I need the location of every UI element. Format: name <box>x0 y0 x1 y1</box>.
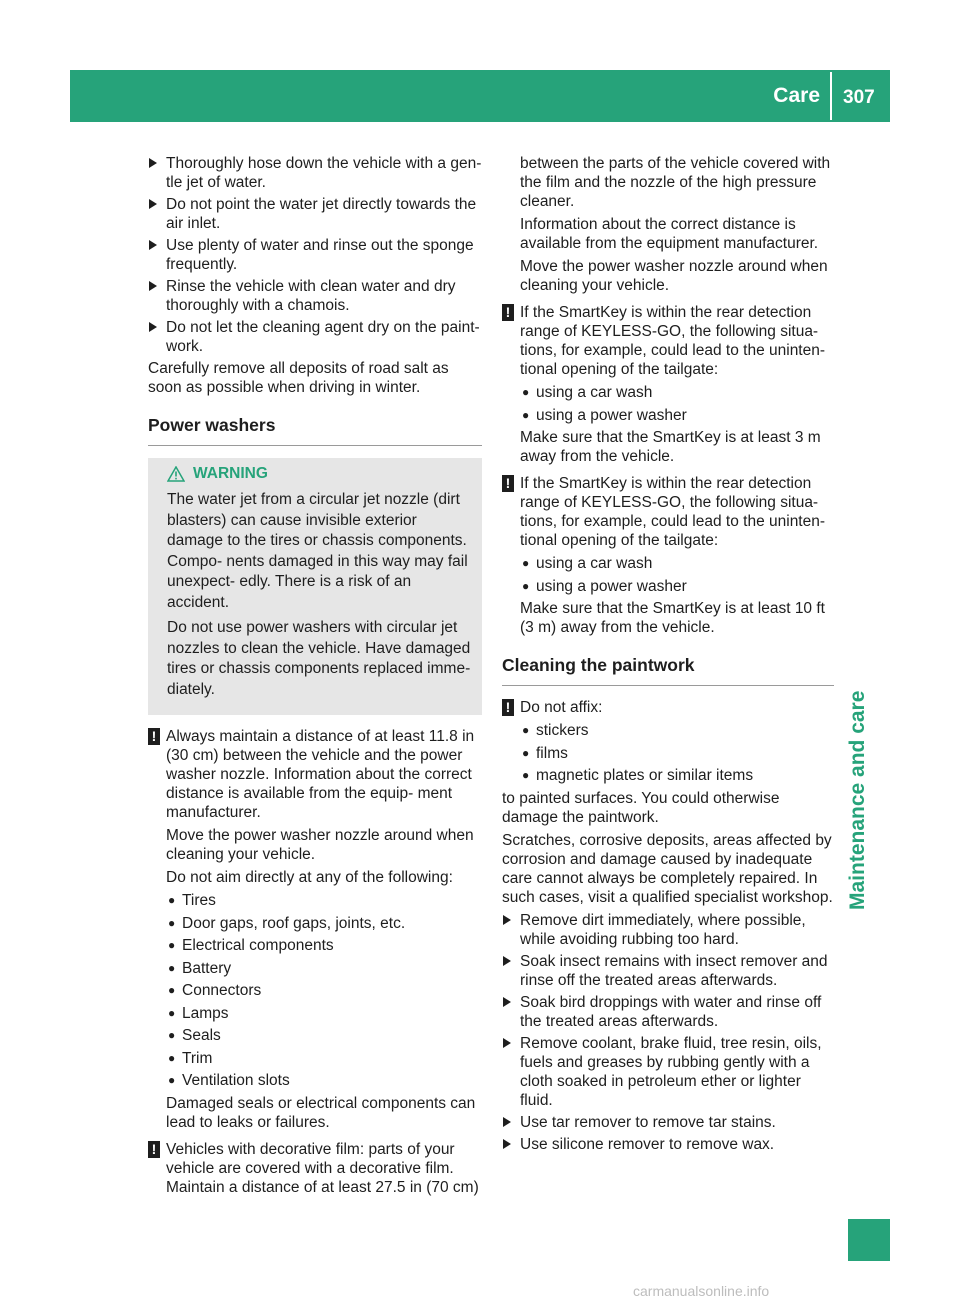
warning-triangle-icon <box>167 466 185 482</box>
chapter-label-text: Maintenance and care <box>846 690 869 910</box>
bullet-icon: ● <box>522 723 530 737</box>
list-item: ● Battery <box>168 959 232 977</box>
bullet-icon: ● <box>168 1005 176 1020</box>
bullet-icon: ● <box>522 556 530 570</box>
arrow-icon <box>149 199 157 209</box>
page-number: 307 <box>843 87 875 108</box>
bullet-icon: ● <box>522 407 530 422</box>
instruction-step: Use silicone remover to remove wax. <box>502 1135 834 1154</box>
left-column <box>148 154 482 1201</box>
list-item: ● Ventilation slots <box>168 1072 290 1089</box>
bullet-icon: ● <box>168 960 176 975</box>
bullet-icon: ● <box>168 893 176 907</box>
instruction-step: Soak bird droppings with water and rinse off the treated areas afterwards. <box>502 993 834 1031</box>
instruction-step: Remove coolant, brake fluid, tree resin, oils, fuels and greases by rubbing gently with a cloth soaked in petroleum ether or lighter fluid. <box>502 1034 834 1110</box>
bullet-icon: ● <box>522 385 530 399</box>
list-item: ● stickers <box>522 722 589 739</box>
arrow-icon <box>149 322 157 332</box>
instruction-step: Thoroughly hose down the vehicle with a gen- tle jet of water. <box>148 154 482 192</box>
right-column <box>502 154 834 1157</box>
footer-watermark: carmanualsonline.info <box>633 1283 770 1299</box>
list-item: ● Electrical components <box>168 937 334 954</box>
warning-title: WARNING <box>167 464 474 483</box>
section-title: Care <box>773 84 820 107</box>
list-item: ● using a car wash <box>522 555 653 572</box>
instruction-step: Use plenty of water and rinse out the sponge frequently. <box>148 236 482 274</box>
arrow-icon <box>503 997 511 1007</box>
arrow-icon <box>149 240 157 250</box>
list-item: ● Lamps <box>168 1004 229 1022</box>
section-heading: Cleaning the paintwork <box>502 645 834 686</box>
list-item: ● magnetic plates or similar items <box>522 767 754 784</box>
notice-block: ! If the SmartKey is within the rear detection range of KEYLESS-GO, the following situa- tions, for example, could lead to the uninten- tional opening of the tailgate: ● using a car wash ● using a power washer Make sure that the SmartKey is at least 10 ft (3 m) away from the vehicle. <box>502 474 834 637</box>
notice-block: ! Vehicles with decorative film: parts of your vehicle are covered with a decorative film. Maintain a distance of at least 27.5 in (70 cm) <box>148 1140 482 1197</box>
section-heading: Power washers <box>148 405 482 446</box>
body-paragraph: Move the power washer nozzle around when cleaning your vehicle. <box>520 258 828 294</box>
bullet-icon: ● <box>522 768 530 782</box>
list-item: ● Door gaps, roof gaps, joints, etc. <box>168 914 406 932</box>
exclamation-icon: ! <box>148 728 160 745</box>
body-paragraph: to painted surfaces. You could otherwise damage the paintwork. <box>502 790 780 826</box>
notice-block: ! Do not affix: ● stickers ● films ● magnetic plates or similar items <box>502 698 834 785</box>
warning-text: Do not use power washers with circular jet nozzles to clean the vehicle. Have damaged tires or chassis components replaced imme- diately. <box>167 619 471 698</box>
bullet-icon: ● <box>168 983 176 997</box>
chapter-tab-label <box>845 690 885 910</box>
warning-text: The water jet from a circular jet nozzle (dirt blasters) can cause invisible exterior damage to the tires or chassis components. Compo- nents damaged in this way may fail unexpect- edly. There is a risk of an accident. <box>167 491 468 611</box>
page-header-bar <box>70 70 890 122</box>
body-paragraph: between the parts of the vehicle covered with the film and the nozzle of the high pressure cleaner. <box>520 155 831 210</box>
bullet-icon: ● <box>168 1028 176 1042</box>
bullet-icon: ● <box>522 745 530 760</box>
list-item: ● using a power washer <box>522 577 687 595</box>
body-paragraph: Carefully remove all deposits of road salt as soon as possible when driving in winter. <box>148 360 449 396</box>
exclamation-icon: ! <box>502 304 514 321</box>
list-item: ● Connectors <box>168 982 262 999</box>
list-item: ● Tires <box>168 892 216 909</box>
arrow-icon <box>149 158 157 168</box>
instruction-step: Rinse the vehicle with clean water and dry thoroughly with a chamois. <box>148 277 482 315</box>
list-item: ● films <box>522 744 568 762</box>
list-item: ● Trim <box>168 1049 213 1067</box>
arrow-icon <box>503 915 511 925</box>
body-paragraph: Scratches, corrosive deposits, areas affected by corrosion and damage caused by inadequate care cannot always be completely repaired. In such cases, visit a qualified specialist workshop. <box>502 832 833 906</box>
exclamation-icon: ! <box>148 1141 160 1158</box>
list-item: ● Seals <box>168 1027 221 1044</box>
exclamation-icon: ! <box>502 699 514 716</box>
header-separator <box>830 72 832 120</box>
bullet-icon: ● <box>168 1050 176 1065</box>
arrow-icon <box>149 281 157 291</box>
bullet-icon: ● <box>168 1073 176 1087</box>
notice-block: ! Always maintain a distance of at least 11.8 in (30 cm) between the vehicle and the power washer nozzle. Information about the correct distance is available from the equip- ment manufacturer. Move the power washer nozzle around when cleaning your vehicle. Do not aim directly at any of the following: ● Tires ● Door gaps, roof gaps, joints, etc. ● Electrical components ● Battery ● Connectors ● Lamps ● Seals ● Trim ● Ventilation slots Damaged seals or electrical components can lead to leaks or failures. <box>148 727 482 1132</box>
exclamation-icon: ! <box>502 475 514 492</box>
instruction-step: Soak insect remains with insect remover and rinse off the treated areas afterwards. <box>502 952 834 990</box>
list-item: ● using a power washer <box>522 406 687 424</box>
instruction-step: Do not point the water jet directly towards the air inlet. <box>148 195 482 233</box>
instruction-step: Do not let the cleaning agent dry on the paint- work. <box>148 318 482 356</box>
body-paragraph: Information about the correct distance is available from the equipment manufacturer. <box>520 216 819 252</box>
bullet-icon: ● <box>168 938 176 952</box>
arrow-icon <box>503 1139 511 1149</box>
notice-block: ! If the SmartKey is within the rear detection range of KEYLESS-GO, the following situa- tions, for example, could lead to the uninten- tional opening of the tailgate: ● using a car wash ● using a power washer Make sure that the SmartKey is at least 3 m away from the vehicle. <box>502 303 834 466</box>
instruction-step: Use tar remover to remove tar stains. <box>502 1113 834 1132</box>
bullet-icon: ● <box>522 578 530 593</box>
bullet-icon: ● <box>168 915 176 930</box>
arrow-icon <box>503 956 511 966</box>
list-item: ● using a car wash <box>522 384 653 401</box>
chapter-tab-marker <box>848 1219 890 1261</box>
warning-box <box>148 458 482 715</box>
instruction-step: Remove dirt immediately, where possible, while avoiding rubbing too hard. <box>502 911 834 949</box>
arrow-icon <box>503 1038 511 1048</box>
arrow-icon <box>503 1117 511 1127</box>
